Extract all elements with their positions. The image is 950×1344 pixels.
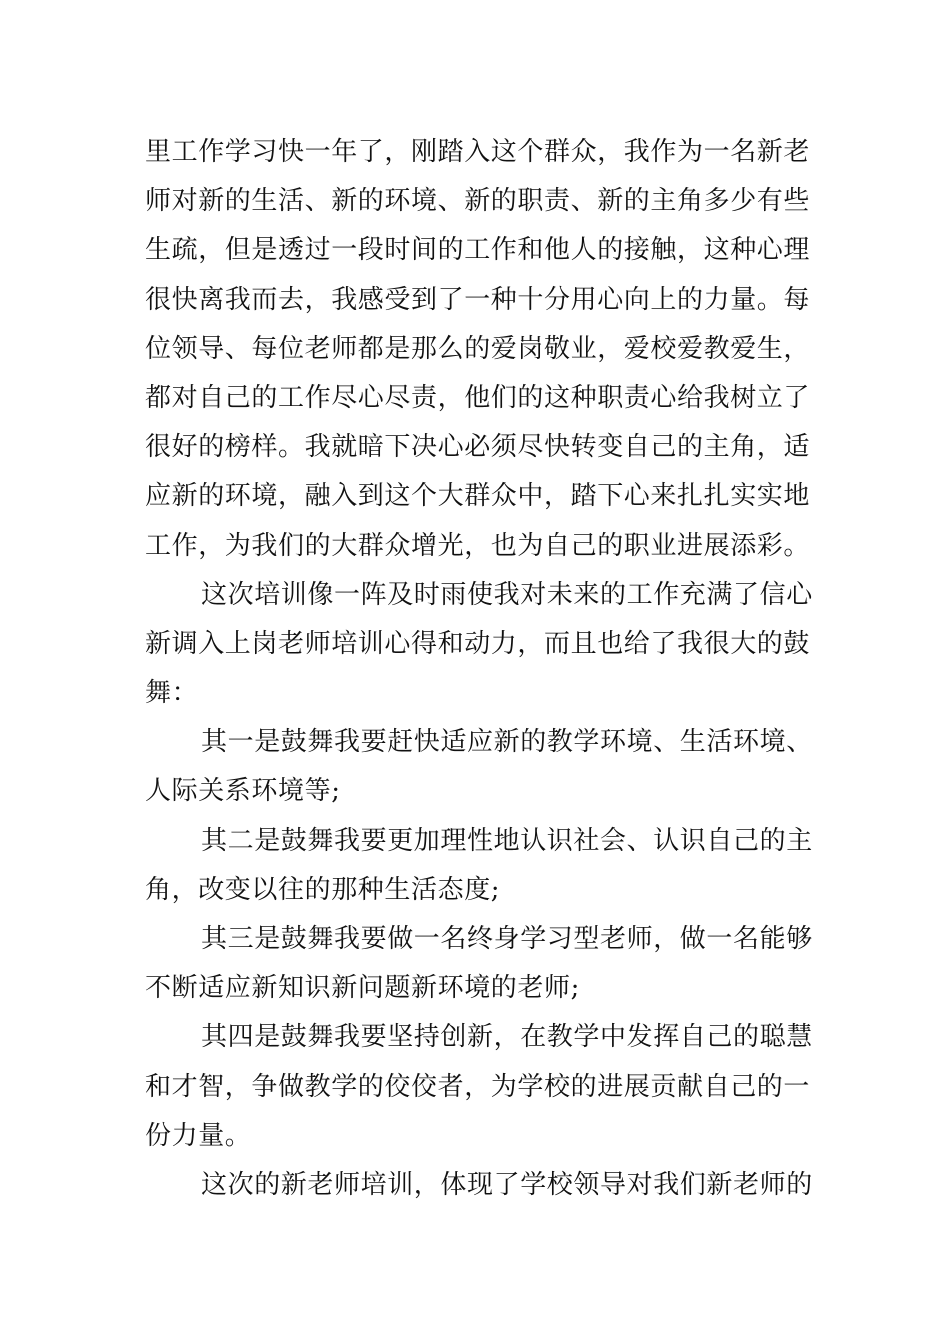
text-line: 舞： — [145, 678, 199, 709]
paragraph-start-line: 其四是鼓舞我要坚持创新，在教学中发挥自己的聪慧 — [201, 1022, 813, 1053]
text-line: 生疏，但是透过一段时间的工作和他人的接触，这种心理 — [145, 235, 811, 266]
text-line: 里工作学习快一年了，刚踏入这个群众，我作为一名新老 — [145, 137, 811, 167]
text-line: 师对新的生活、新的环境、新的职责、新的主角多少有些 — [145, 186, 811, 217]
paragraph-start-line: 其三是鼓舞我要做一名终身学习型老师，做一名能够 — [201, 924, 813, 954]
text-line: 角，改变以往的那种生活态度; — [145, 874, 501, 905]
text-line: 应新的环境，融入到这个大群众中，踏下心来扎扎实实地 — [145, 481, 811, 512]
text-line: 和才智，争做教学的佼佼者，为学校的进展贡献自己的一 — [145, 1071, 811, 1102]
text-line: 工作，为我们的大群众增光，也为自己的职业进展添彩。 — [145, 530, 811, 561]
text-line: 人际关系环境等; — [145, 776, 341, 807]
text-line: 位领导、每位老师都是那么的爱岗敬业，爱校爱教爱生， — [145, 333, 811, 364]
paragraph-start-line: 其一是鼓舞我要赶快适应新的教学环境、生活环境、 — [201, 727, 813, 758]
text-line: 份力量。 — [145, 1120, 252, 1151]
paragraph-start-line: 这次的新老师培训，体现了学校领导对我们新老师的 — [201, 1169, 813, 1200]
text-line: 不断适应新知识新问题新环境的老师; — [145, 973, 580, 1004]
text-line: 很快离我而去，我感受到了一种十分用心向上的力量。每 — [145, 284, 811, 315]
document-body — [145, 128, 813, 1210]
text-line: 都对自己的工作尽心尽责，他们的这种职责心给我树立了 — [145, 382, 811, 413]
text-line: 很好的榜样。我就暗下决心必须尽快转变自己的主角，适 — [145, 432, 811, 463]
paragraph-start-line: 其二是鼓舞我要更加理性地认识社会、认识自己的主 — [201, 825, 813, 856]
text-line: 新调入上岗老师培训心得和动力，而且也给了我很大的鼓 — [145, 628, 811, 659]
paragraph-start-line: 这次培训像一阵及时雨使我对未来的工作充满了信心 — [201, 579, 813, 610]
